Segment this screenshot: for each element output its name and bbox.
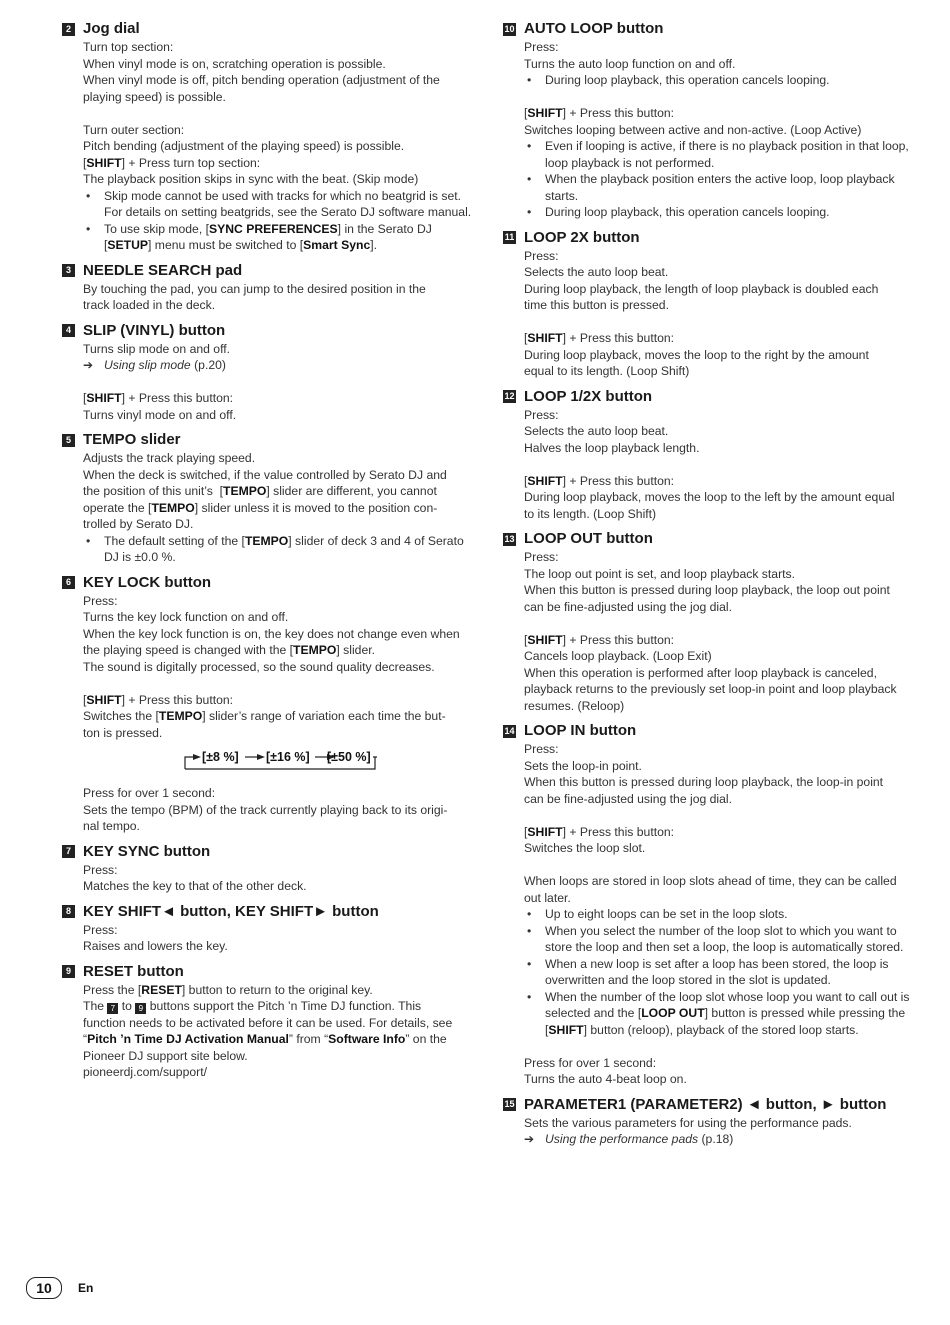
section-body	[83, 450, 474, 566]
text-line: Turn top section:	[83, 40, 174, 54]
section-title: LOOP 2X button	[524, 228, 640, 246]
section-13	[503, 530, 915, 714]
text-line: [SHIFT] + Press this button:	[524, 824, 675, 839]
section-heading	[503, 530, 915, 548]
text-line: The 7 to 9 buttons support the Pitch ’n Time DJ function. This	[83, 999, 422, 1013]
section-body	[524, 39, 915, 221]
section-title: Jog dial	[83, 20, 140, 37]
text-line: When this operation is performed after loop playback is canceled,	[524, 665, 877, 680]
page-footer	[26, 1277, 93, 1299]
text-line: During loop playback, moves the loop to the left by the amount equal	[524, 490, 895, 504]
section-number-badge: 10	[504, 23, 515, 34]
section-3	[62, 262, 474, 314]
section-4	[62, 322, 474, 424]
tempo-range-cycle-diagram	[179, 749, 379, 775]
bullet-item: • During loop playback, this operation cancels looping.	[524, 204, 915, 221]
section-14	[503, 722, 915, 1088]
section-heading	[62, 963, 474, 981]
spacer	[83, 374, 474, 391]
text-line: Cancels loop playback. (Loop Exit)	[524, 649, 712, 663]
text-line: The loop out point is set, and loop playback starts.	[524, 566, 795, 581]
text-line: Raises and lowers the key.	[83, 939, 228, 953]
left-column	[62, 20, 474, 1089]
spacer	[524, 615, 915, 632]
section-2	[62, 20, 474, 254]
bullet-item: • When you select the number of the loop slot to which you want to store the loop and then set a loop, the loop is automatically stored.	[524, 923, 915, 956]
text-line: playback returns to the previously set loop-in point and loop playback	[524, 682, 897, 696]
section-heading	[62, 20, 474, 38]
bullet-item: • The default setting of the [TEMPO] slider of deck 3 and 4 of Serato DJ is ±0.0 %.	[83, 533, 474, 566]
text-line: nal tempo.	[83, 819, 140, 833]
section-body	[83, 39, 474, 254]
reference-title: Using slip mode	[104, 358, 191, 372]
text-line: [SHIFT] + Press this button:	[524, 331, 675, 345]
section-number-badge: 5	[62, 434, 75, 447]
text-line: Turns vinyl mode on and off.	[83, 407, 237, 422]
spacer	[524, 314, 915, 331]
section-number-badge: 13	[504, 533, 515, 544]
text-line: Press:	[524, 742, 559, 756]
section-title: PARAMETER1 (PARAMETER2) ◄ button, ► button	[524, 1095, 887, 1113]
section-number-badge: 14	[504, 725, 515, 736]
text-line: trolled by Serato DJ.	[83, 517, 194, 531]
tempo-range-50: [±50 %]	[326, 750, 371, 764]
tempo-range-diagram	[83, 749, 474, 775]
text-line: [SHIFT] + Press this button:	[524, 106, 675, 120]
text-line: Press:	[524, 40, 559, 54]
text-line: time this button is pressed.	[524, 298, 669, 312]
text-line: Press:	[83, 922, 118, 937]
cross-reference-link[interactable]	[83, 357, 474, 374]
text-line: to its length. (Loop Shift)	[524, 506, 657, 521]
text-line: Sets the tempo (BPM) of the track currently playing back to its origi-	[83, 802, 448, 817]
text-line: ton is pressed.	[83, 725, 163, 740]
section-body	[524, 1115, 915, 1148]
text-line: When vinyl mode is off, pitch bending operation (adjustment of the	[83, 73, 440, 87]
section-body	[83, 341, 474, 424]
spacer	[83, 675, 474, 692]
bullet-item: • To use skip mode, [SYNC PREFERENCES] in the Serato DJ [SETUP] menu must be switched to [Smart Sync].	[83, 221, 474, 254]
bullet-item: • Up to eight loops can be set in the loop slots.	[524, 906, 915, 923]
section-heading	[503, 1096, 915, 1114]
section-number-badge: 4	[62, 324, 75, 337]
text-line: Switches the [TEMPO] slider’s range of variation each time the but-	[83, 709, 446, 723]
text-line: When the key lock function is on, the key does not change even when	[83, 626, 460, 641]
text-line: Adjusts the track playing speed.	[83, 451, 256, 465]
section-heading	[62, 431, 474, 449]
text-line: When vinyl mode is on, scratching operation is possible.	[83, 56, 386, 71]
reference-page: (p.18)	[698, 1132, 734, 1146]
text-line: When loops are stored in loop slots ahead of time, they can be called	[524, 874, 897, 888]
text-line: Pioneer DJ support site below.	[83, 1048, 248, 1063]
text-line: operate the [TEMPO] slider unless it is moved to the position con-	[83, 500, 438, 515]
bullet-item: • Even if looping is active, if there is no playback position in that loop, loop playback is not performed.	[524, 138, 915, 171]
section-title: SLIP (VINYL) button	[83, 321, 226, 339]
section-body	[524, 549, 915, 714]
text-line: When this button is pressed during loop playback, the loop-in point	[524, 775, 884, 789]
section-heading	[503, 20, 915, 38]
text-line: Press:	[524, 407, 559, 422]
section-number-badge: 15	[504, 1099, 515, 1109]
section-6	[62, 574, 474, 835]
text-line: Matches the key to that of the other deck.	[83, 879, 307, 893]
text-line: Press:	[83, 593, 118, 608]
section-title: TEMPO slider	[83, 431, 181, 448]
text-line: [SHIFT] + Press this button:	[524, 473, 675, 488]
text-line: Switches the loop slot.	[524, 841, 646, 855]
bullet-item: • When the playback position enters the active loop, loop playback starts.	[524, 171, 915, 204]
text-line: The sound is digitally processed, so the sound quality decreases.	[83, 659, 435, 674]
text-line: the position of this unit’s [TEMPO] slider are different, you cannot	[83, 484, 437, 498]
text-line: function needs to be activated before it can be used. For details, see	[83, 1015, 453, 1030]
spacer	[524, 807, 915, 824]
section-title: KEY LOCK button	[83, 573, 212, 591]
text-line: out later.	[524, 890, 571, 905]
text-line: Press for over 1 second:	[83, 786, 216, 800]
section-5	[62, 431, 474, 566]
arrow-icon: ➔	[524, 1132, 535, 1146]
text-line: equal to its length. (Loop Shift)	[524, 364, 690, 378]
section-heading	[503, 722, 915, 740]
section-number-badge: 11	[504, 232, 515, 242]
text-line: During loop playback, moves the loop to the right by the amount	[524, 347, 869, 362]
bullet-item: • When a new loop is set after a loop has been stored, the loop is overwritten and the loop stored in the slot is updated.	[524, 956, 915, 989]
text-line: playing speed) is possible.	[83, 89, 226, 104]
section-title: LOOP IN button	[524, 722, 637, 739]
section-body	[83, 982, 474, 1081]
bullet-item: • When the number of the loop slot whose loop you want to call out is selected and the [LOOP OUT] button is pressed while pressing the [SHIFT] button (reloop), playback of the stored loop starts.	[524, 989, 915, 1039]
section-heading	[62, 903, 474, 921]
section-number-badge: 2	[62, 23, 75, 36]
section-number-badge: 6	[62, 576, 75, 589]
reference-title: Using the performance pads	[545, 1132, 699, 1146]
text-line: “Pitch ’n Time DJ Activation Manual” from “Software Info” on the	[83, 1032, 447, 1046]
page-number: 10	[26, 1277, 62, 1299]
text-line: the playing speed is changed with the [TEMPO] slider.	[83, 643, 375, 657]
text-line: When the deck is switched, if the value controlled by Serato DJ and	[83, 467, 447, 482]
text-line: can be fine-adjusted using the jog dial.	[524, 599, 733, 614]
spacer	[524, 456, 915, 473]
section-number-badge: 12	[504, 391, 515, 401]
text-line: By touching the pad, you can jump to the desired position in the	[83, 281, 426, 296]
spacer	[524, 1038, 915, 1055]
text-line: resumes. (Reloop)	[524, 698, 625, 713]
text-line: Pitch bending (adjustment of the playing speed) is possible.	[83, 139, 405, 153]
section-heading	[62, 322, 474, 340]
text-line: Turn outer section:	[83, 122, 185, 137]
section-number-badge: 9	[62, 965, 75, 978]
text-line: Turns the auto loop function on and off.	[524, 56, 736, 71]
text-line: Switches looping between active and non-active. (Loop Active)	[524, 122, 862, 137]
arrow-icon: ➔	[83, 358, 94, 372]
section-heading	[62, 843, 474, 861]
text-line: Press the [RESET] button to return to the original key.	[83, 982, 373, 997]
section-body	[83, 862, 474, 895]
text-line: The playback position skips in sync with the beat. (Skip mode)	[83, 172, 419, 186]
section-title: AUTO LOOP button	[524, 20, 664, 37]
text-line: can be fine-adjusted using the jog dial.	[524, 791, 733, 806]
text-line: Selects the auto loop beat.	[524, 424, 669, 438]
section-title: KEY SHIFT◄ button, KEY SHIFT► button	[83, 902, 379, 920]
text-line: Turns slip mode on and off.	[83, 341, 231, 356]
section-10	[503, 20, 915, 221]
tempo-range-16: [±16 %]	[265, 750, 310, 764]
section-number-badge: 8	[62, 905, 75, 918]
section-number-badge: 3	[62, 264, 75, 277]
section-body	[524, 407, 915, 523]
text-line: [SHIFT] + Press this button:	[83, 692, 234, 707]
spacer	[524, 89, 915, 106]
section-body	[524, 248, 915, 380]
text-line: When this button is pressed during loop playback, the loop out point	[524, 583, 890, 597]
section-title: KEY SYNC button	[83, 842, 211, 860]
bullet-item: • During loop playback, this operation cancels looping.	[524, 72, 915, 89]
section-body	[524, 741, 915, 1088]
bullet-item: • Skip mode cannot be used with tracks for which no beatgrid is set. For details on setting beatgrids, see the Serato DJ software manual.	[83, 188, 474, 221]
section-title: LOOP OUT button	[524, 530, 653, 547]
text-line: During loop playback, the length of loop playback is doubled each	[524, 281, 879, 296]
text-line: Sets the various parameters for using the performance pads.	[524, 1115, 852, 1130]
section-9	[62, 963, 474, 1081]
section-number-badge: 7	[62, 845, 75, 858]
section-title: LOOP 1/2X button	[524, 387, 653, 405]
tempo-range-8: [±8 %]	[201, 750, 239, 764]
text-line: [SHIFT] + Press this button:	[524, 632, 675, 647]
text-line: [SHIFT] + Press this button:	[83, 391, 234, 405]
text-line: pioneerdj.com/support/	[83, 1065, 207, 1079]
text-line: Press for over 1 second:	[524, 1055, 657, 1070]
section-heading	[62, 262, 474, 280]
section-body	[83, 922, 474, 955]
section-body	[83, 593, 474, 835]
section-heading	[503, 388, 915, 406]
spacer	[524, 857, 915, 874]
section-title: NEEDLE SEARCH pad	[83, 261, 243, 279]
reference-page: (p.20)	[190, 358, 226, 372]
section-15	[503, 1096, 915, 1148]
section-heading	[62, 574, 474, 592]
text-line: Press:	[524, 248, 559, 263]
section-heading	[503, 229, 915, 247]
section-12	[503, 388, 915, 523]
text-line: track loaded in the deck.	[83, 298, 216, 312]
language-label: En	[78, 1281, 94, 1295]
text-line: [SHIFT] + Press turn top section:	[83, 155, 261, 170]
section-title: RESET button	[83, 962, 184, 980]
text-line: Press:	[83, 862, 118, 877]
text-line: Turns the key lock function on and off.	[83, 610, 289, 624]
text-line: Halves the loop playback length.	[524, 440, 700, 455]
section-8	[62, 903, 474, 955]
right-column	[503, 20, 915, 1156]
text-line: Sets the loop-in point.	[524, 758, 642, 773]
spacer	[83, 105, 474, 122]
section-7	[62, 843, 474, 895]
text-line: Press:	[524, 550, 559, 564]
text-line: Turns the auto 4-beat loop on.	[524, 1072, 687, 1086]
cross-reference-link[interactable]	[524, 1131, 915, 1148]
text-line: Selects the auto loop beat.	[524, 265, 669, 279]
section-body	[83, 281, 474, 314]
section-11	[503, 229, 915, 380]
